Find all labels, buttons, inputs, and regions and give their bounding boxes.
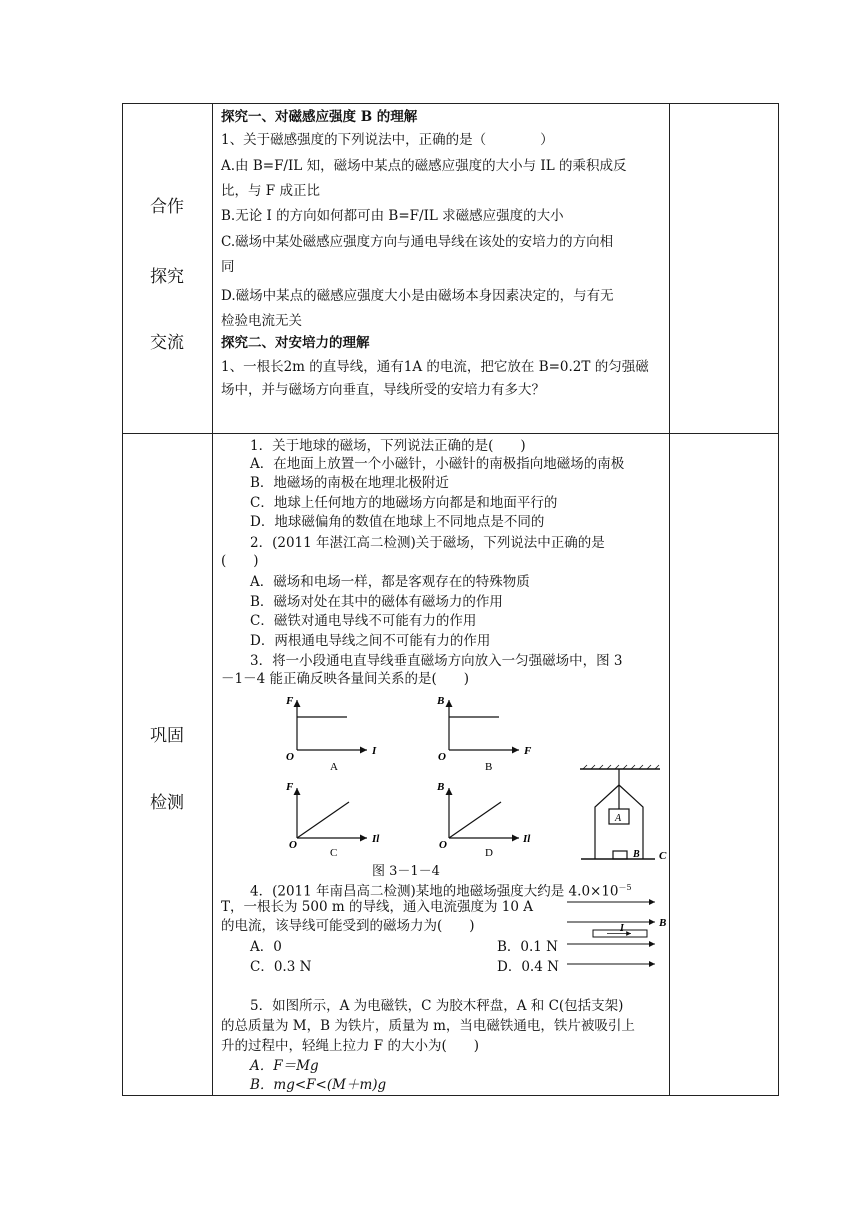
heading-inquiry-1: 探究一、对磁感应强度 B 的理解 <box>221 109 418 125</box>
question-text: 的电流，该导线可能受到的磁场力为( ) <box>221 918 475 934</box>
graph-b-label: B <box>485 761 493 773</box>
graph-a-x-label: I <box>372 745 377 757</box>
graph-b-origin: O <box>438 751 446 763</box>
option-text: B．mg<F<(M＋m)g <box>250 1077 387 1093</box>
option-text: A．F＝Mg <box>250 1058 319 1074</box>
option-text: A．磁场和电场一样，都是客观存在的特殊物质 <box>250 574 530 590</box>
table-row-divider <box>122 433 779 434</box>
table-border-right <box>778 103 779 1096</box>
option-text: C．磁铁对通电导线不可能有力的作用 <box>250 613 477 629</box>
option-text: B．磁场对处在其中的磁体有磁场力的作用 <box>250 594 503 610</box>
graph-a <box>285 695 377 773</box>
option-text: A.由 B=F/IL 知，磁场中某点的磁感应强度的大小与 IL 的乘积成反 <box>221 158 627 174</box>
option-text: C.磁场中某处磁感应强度方向与通电导线在该处的安培力的方向相 <box>221 234 614 250</box>
graph-c-origin: O <box>289 839 297 851</box>
graph-d <box>436 781 531 859</box>
question-text: 5．如图所示，A 为电磁铁，C 为胶木秤盘，A 和 C(包括支架) <box>250 998 624 1014</box>
graph-c-label: C <box>330 847 338 859</box>
graph-b <box>436 695 532 773</box>
option-text: C．0.3 N <box>250 959 312 975</box>
option-text: A．在地面上放置一个小磁针，小磁针的南极指向地磁场的南极 <box>250 456 625 472</box>
graph-b-x-label: F <box>524 745 532 757</box>
question-text: －1－4 能正确反映各量间关系的是( ) <box>221 671 470 687</box>
graph-c-y-label: F <box>286 781 294 793</box>
section-label-line: 探究 <box>150 267 184 287</box>
graph-a-label: A <box>330 761 338 773</box>
question-text: ( ) <box>221 553 259 569</box>
table-border-left <box>122 103 123 1096</box>
option-text: B．地磁场的南极在地理北极附近 <box>250 475 449 491</box>
balance-label-c: C <box>659 850 667 862</box>
option-text: 同 <box>221 259 235 275</box>
option-text: D.磁场中某点的磁感应强度大小是由磁场本身因素决定的，与有无 <box>221 288 614 304</box>
table-border-bottom <box>122 1095 779 1096</box>
magnetic-field-figure <box>565 895 670 975</box>
graph-d-origin: O <box>439 839 447 851</box>
option-text: A．0 <box>250 939 282 955</box>
question-text: 3．将一小段通电直导线垂直磁场方向放入一匀强磁场中，图 3 <box>250 653 623 669</box>
graph-c <box>285 781 380 859</box>
question-text: 升的过程中，轻绳上拉力 F 的大小为( ) <box>221 1038 479 1054</box>
figure-caption: 图 3－1－4 <box>372 864 440 879</box>
field-label: B <box>659 917 667 929</box>
section-label-line: 检测 <box>150 793 184 813</box>
section-label-line: 交流 <box>150 333 184 353</box>
question-text: 场中，并与磁场方向垂直，导线所受的安培力有多大？ <box>221 382 545 398</box>
table-border-top <box>122 103 779 104</box>
current-label: I <box>620 923 624 934</box>
section-label-line: 合作 <box>150 197 184 217</box>
question-text: 1、一根长2m 的直导线，通有1A 的电流，把它放在 B=0.2T 的匀强磁 <box>221 359 649 375</box>
option-text: B.无论 I 的方向如何都可由 B=F/IL 求磁感应强度的大小 <box>221 208 564 224</box>
option-text: C．地球上任何地方的地磁场方向都是和地面平行的 <box>250 495 558 511</box>
question-text-main: 4．(2011 年南昌高二检测)某地的地磁场强度大约是 4.0×10 <box>250 883 619 900</box>
graph-d-x-label: Il <box>523 833 531 845</box>
question-text: 1、关于磁感强度的下列说法中，正确的是（ ） <box>221 132 554 148</box>
balance-label-a: A <box>615 813 622 824</box>
graph-b-y-label: B <box>437 695 445 707</box>
section-label-line: 巩固 <box>150 726 184 746</box>
graph-a-y-label: F <box>286 695 294 707</box>
option-text: D．0.4 N <box>497 959 559 975</box>
table-col-divider-1 <box>212 103 213 1096</box>
question-text: 的总质量为 M，B 为铁片，质量为 m，当电磁铁通电，铁片被吸引上 <box>221 1018 635 1034</box>
balance-label-b: B <box>633 849 640 860</box>
option-text: D．两根通电导线之间不可能有力的作用 <box>250 633 491 649</box>
question-text: 2．(2011 年湛江高二检测)关于磁场，下列说法中正确的是 <box>250 535 605 551</box>
question-text: T，一根长为 500 m 的导线，通入电流强度为 10 A <box>221 899 533 915</box>
exponent: －5 <box>618 883 632 892</box>
graph-d-label: D <box>485 847 493 859</box>
option-text: 检验电流无关 <box>221 313 302 329</box>
heading-inquiry-2: 探究二、对安培力的理解 <box>221 335 370 351</box>
option-text: B．0.1 N <box>497 939 558 955</box>
graph-figure <box>283 690 543 860</box>
electromagnet-balance-figure <box>575 765 670 865</box>
graph-d-y-label: B <box>437 781 445 793</box>
graph-c-x-label: Il <box>372 833 380 845</box>
option-text: 比，与 F 成正比 <box>221 183 320 199</box>
graph-a-origin: O <box>286 751 294 763</box>
question-text: 1．关于地球的磁场，下列说法正确的是( ) <box>250 438 526 454</box>
option-text: D．地球磁偏角的数值在地球上不同地点是不同的 <box>250 514 545 530</box>
